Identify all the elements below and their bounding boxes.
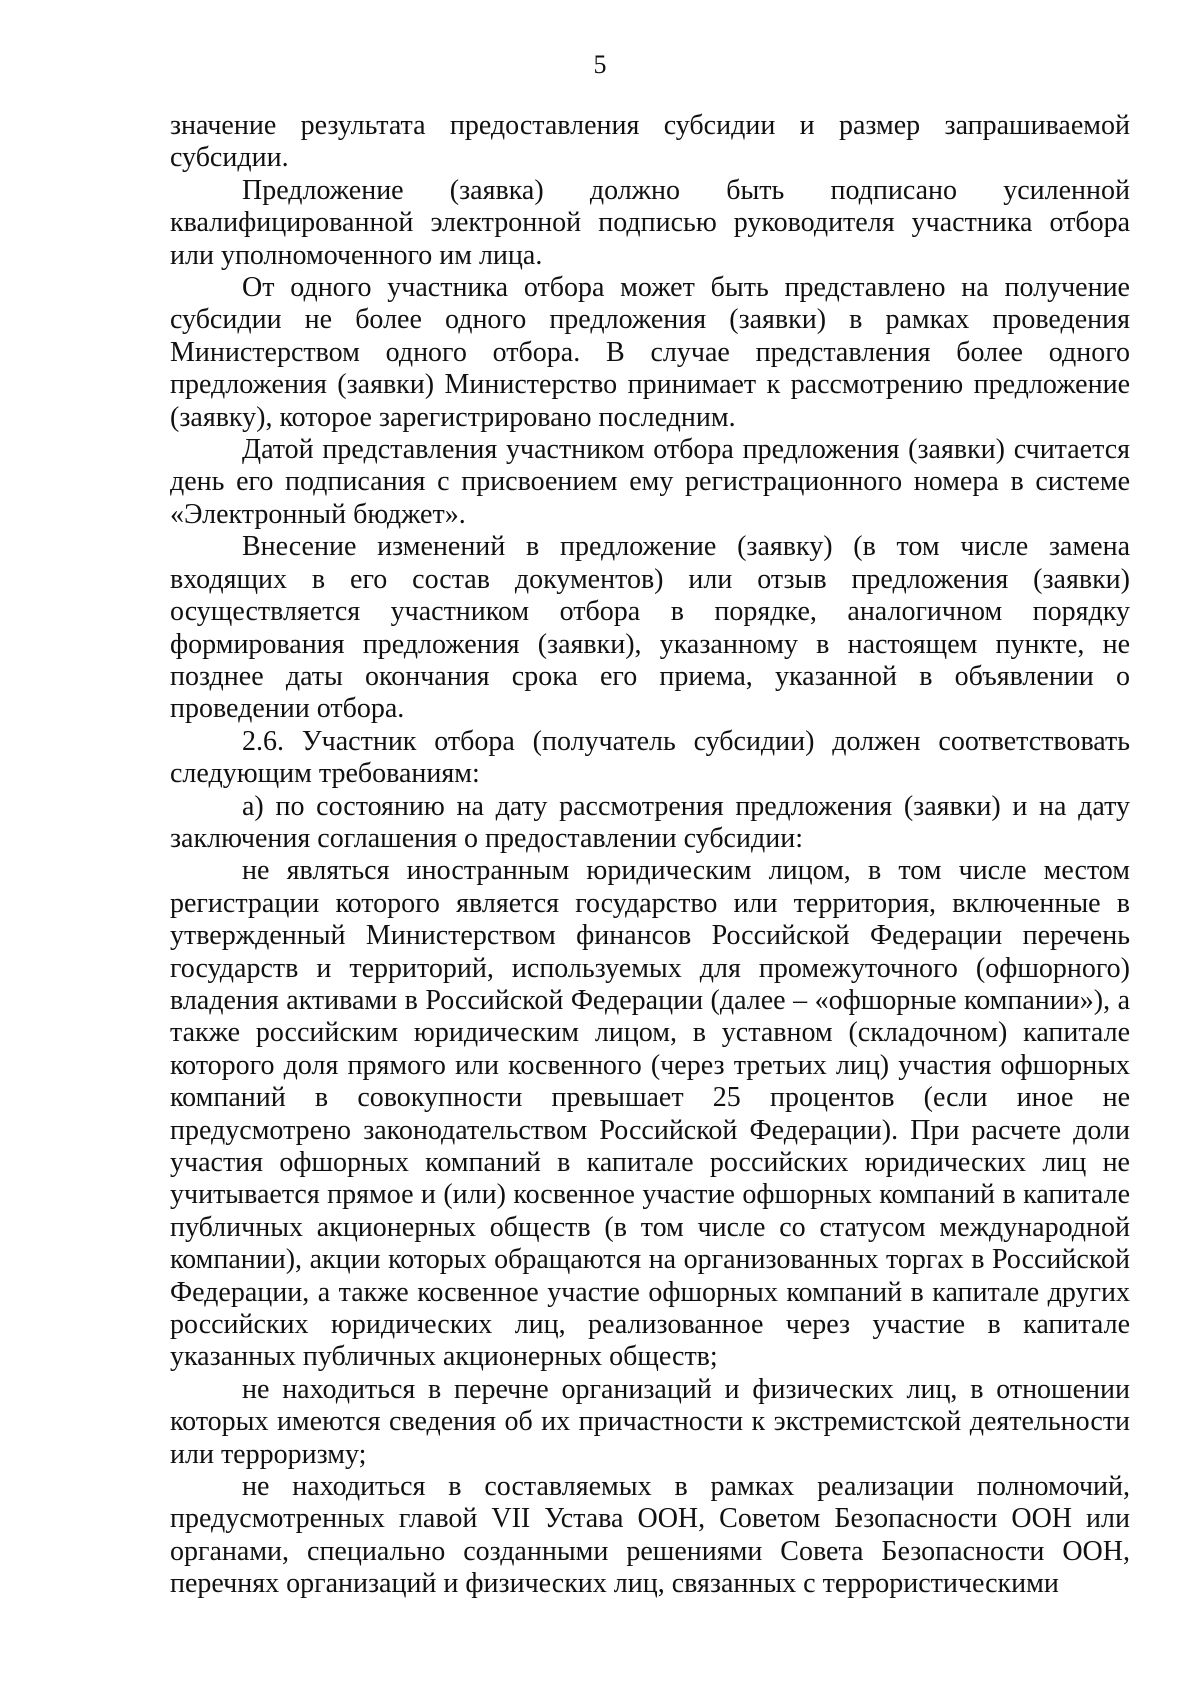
paragraph-un-lists: не находиться в составляемых в рамках реализации полномочий, предусмотренных главой VII Устава ООН, Советом Безопасности ООН или органами, специально созданными решениями Совета Безопасности ООН, перечнях организаций и физических лиц, связанных с террористическими [170, 1471, 1130, 1600]
paragraph-amendments: Внесение изменений в предложение (заявку) (в том числе замена входящих в его состав документов) или отзыв предложения (заявки) осуществляется участником отбора в порядке, аналогичном порядку формирования предложения (заявки), указанному в настоящем пункте, не позднее даты окончания срока его приема, указанной в объявлении о проведении отбора. [170, 531, 1130, 725]
paragraph-offshore-requirement: не являться иностранным юридическим лицом, в том числе местом регистрации которого является государство или территория, включенные в утвержденный Министерством финансов Российской Федерации перечень государств и территорий, используемых для промежуточного (офшорного) владения активами в Российской Федерации (далее – «офшорные компании»), а также российским юридическим лицом, в уставном (складочном) капитале которого доля прямого или косвенного (через третьих лиц) участия офшорных компаний в совокупности превышает 25 процентов (если иное не предусмотрено законодательством Российской Федерации). При расчете доли участия офшорных компаний в капитале российских юридических лиц не учитывается прямое и (или) косвенное участие офшорных компаний в капитале публичных акционерных обществ (в том числе со статусом международной компании), акции которых обращаются на организованных торгах в Российской Федерации, а также косвенное участие офшорных компаний в капитале других российских юридических лиц, реализованное через участие в капитале указанных публичных акционерных обществ; [170, 855, 1130, 1373]
paragraph-section-2-6: 2.6. Участник отбора (получатель субсидии) должен соответствовать следующим требованиям: [170, 725, 1130, 790]
document-body [170, 110, 1130, 1601]
paragraph-extremism-list: не находиться в перечне организаций и физических лиц, в отношении которых имеются сведения об их причастности к экстремистской деятельности или терроризму; [170, 1373, 1130, 1470]
paragraph-result-value: значение результата предоставления субсидии и размер запрашиваемой субсидии. [170, 110, 1130, 174]
paragraph-single-application: От одного участника отбора может быть представлено на получение субсидии не более одного предложения (заявки) в рамках проведения Министерством одного отбора. В случае представления более одного предложения (заявки) Министерство принимает к рассмотрению предложение (заявку), которое зарегистрировано последним. [170, 272, 1130, 433]
page-number: 5 [593, 50, 607, 79]
paragraph-submission-date: Датой представления участником отбора предложения (заявки) считается день его подписания с присвоением ему регистрационного номера в системе «Электронный бюджет». [170, 434, 1130, 530]
paragraph-signature-requirement: Предложение (заявка) должно быть подписано усиленной квалифицированной электронной подписью руководителя участника отбора или уполномоченного им лица. [170, 174, 1130, 271]
paragraph-item-a: а) по состоянию на дату рассмотрения предложения (заявки) и на дату заключения соглашения о предоставлении субсидии: [170, 790, 1130, 854]
